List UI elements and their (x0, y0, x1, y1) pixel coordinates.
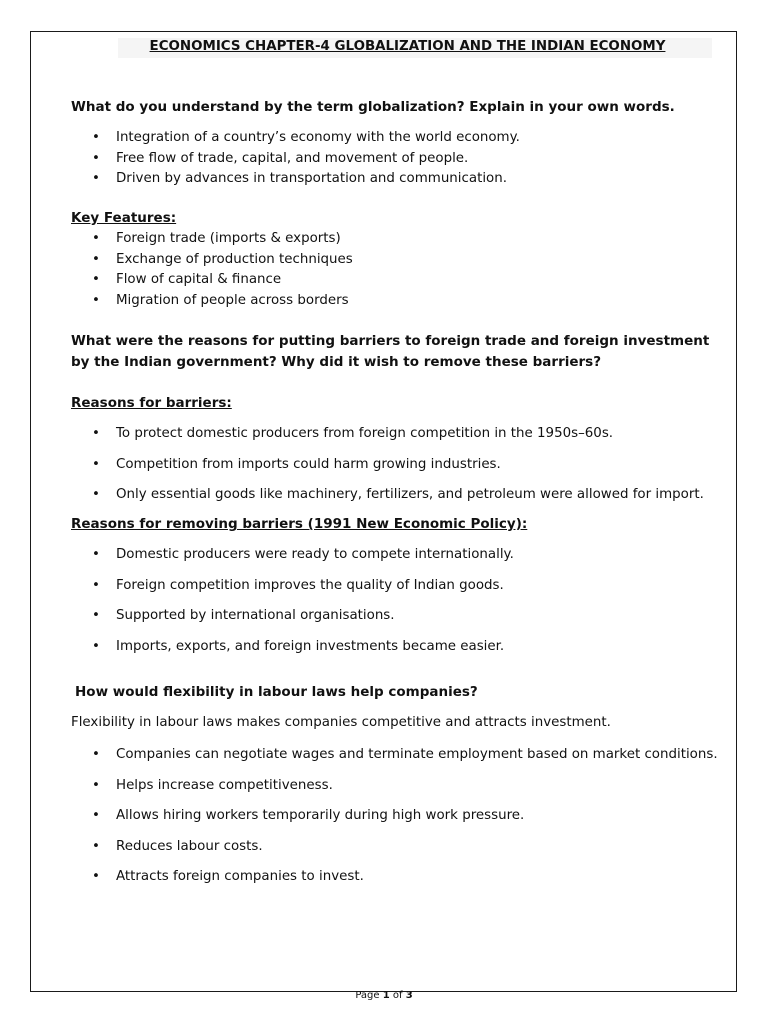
list-item: • Free flow of trade, capital, and movement of people. (0, 149, 520, 170)
list-item: • Exchange of production techniques (0, 250, 353, 271)
globalization-points (0, 128, 520, 190)
page-total: 3 (405, 990, 413, 1001)
labour-points (0, 745, 718, 898)
removing-barriers-list (0, 545, 514, 667)
list-item: • Allows hiring workers temporarily during high work pressure. (0, 806, 718, 837)
removing-barriers-heading: Reasons for removing barriers (1991 New Economic Policy): (71, 516, 528, 532)
list-item: • Migration of people across borders (0, 291, 353, 312)
key-features-list (0, 229, 353, 311)
list-item: • Supported by international organisations. (0, 606, 514, 637)
barriers-heading: Reasons for barriers: (71, 395, 232, 411)
list-item: • Domestic producers were ready to compete internationally. (0, 545, 514, 576)
list-item: • Flow of capital & finance (0, 270, 353, 291)
list-item: • Foreign competition improves the quality of Indian goods. (0, 576, 514, 607)
page-number (0, 990, 768, 1001)
list-item: • Competition from imports could harm growing industries. (0, 455, 704, 486)
page-current: 1 (382, 990, 390, 1001)
list-item: • Imports, exports, and foreign investments became easier. (0, 637, 514, 668)
barriers-list (0, 424, 704, 516)
question-1: What do you understand by the term globalization? Explain in your own words. (71, 99, 675, 115)
question-2-line-2: by the Indian government? Why did it wish to remove these barriers? (71, 354, 602, 370)
question-3: How would flexibility in labour laws help companies? (75, 684, 478, 700)
list-item: • Only essential goods like machinery, fertilizers, and petroleum were allowed for import. (0, 485, 704, 516)
question-2 (71, 331, 709, 373)
labour-intro: Flexibility in labour laws makes companies competitive and attracts investment. (71, 715, 611, 730)
list-item: • Companies can negotiate wages and terminate employment based on market conditions. (0, 745, 718, 776)
question-2-line-1: What were the reasons for putting barriers to foreign trade and foreign investment (71, 333, 710, 349)
list-item: • Driven by advances in transportation and communication. (0, 169, 520, 190)
document-title: ECONOMICS CHAPTER-4 GLOBALIZATION AND THE INDIAN ECONOMY (149, 39, 666, 54)
list-item: • Helps increase competitiveness. (0, 776, 718, 807)
list-item: • Attracts foreign companies to invest. (0, 867, 718, 898)
list-item: • Foreign trade (imports & exports) (0, 229, 353, 250)
page-label: Page (355, 990, 380, 1001)
list-item: • Integration of a country’s economy with the world economy. (0, 128, 520, 149)
key-features-heading: Key Features: (71, 210, 177, 226)
of-label: of (392, 990, 403, 1001)
list-item: • Reduces labour costs. (0, 837, 718, 868)
list-item: • To protect domestic producers from foreign competition in the 1950s–60s. (0, 424, 704, 455)
